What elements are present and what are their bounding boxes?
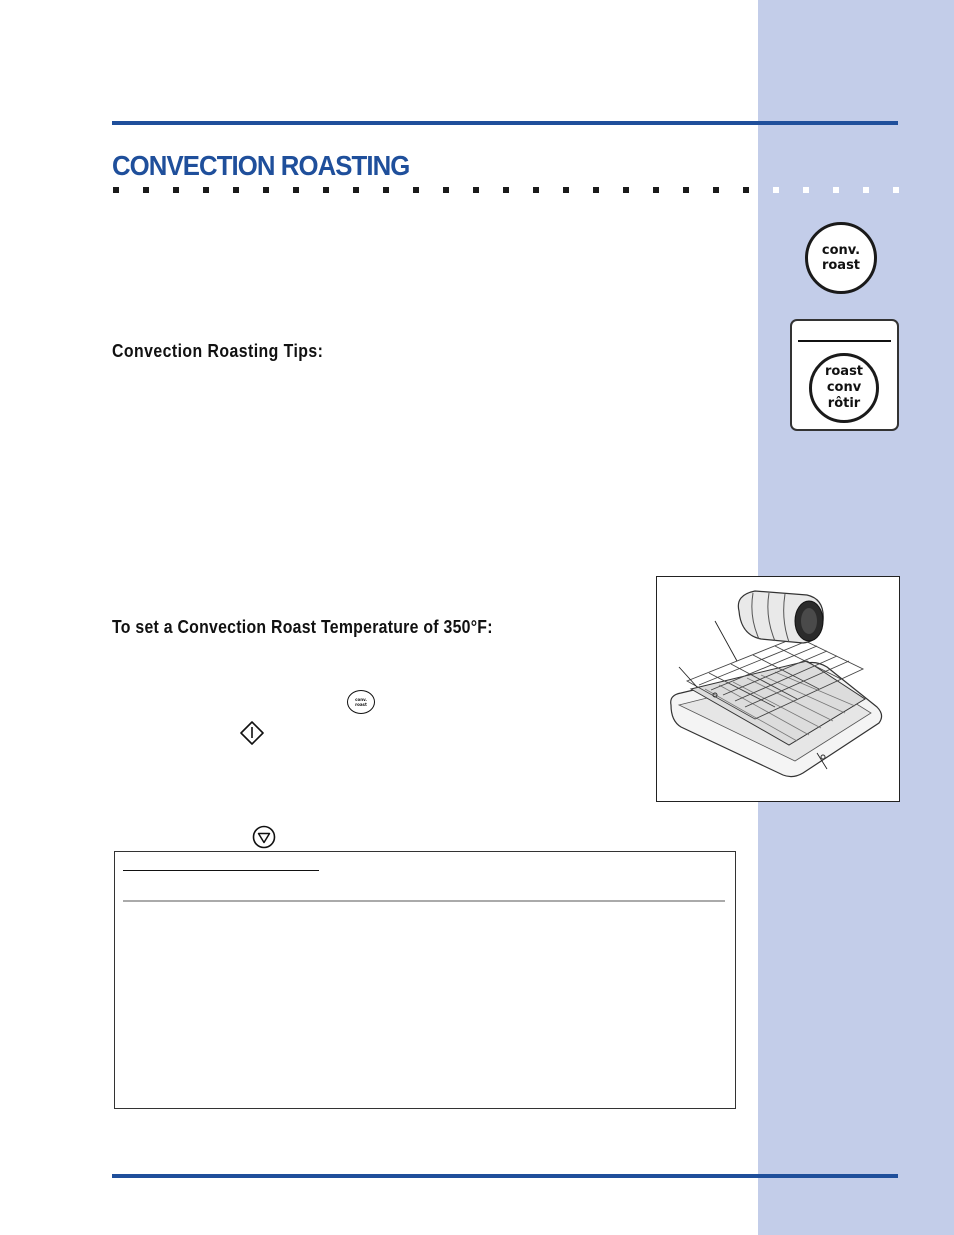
- conv-roast-key-line1: conv.: [821, 243, 861, 258]
- note-divider: [123, 900, 725, 902]
- divider-dot: [893, 187, 899, 193]
- divider-dot: [413, 187, 419, 193]
- broil-pan-figure: [656, 576, 900, 802]
- mini-key-line1: conv.: [355, 697, 367, 702]
- divider-dot: [473, 187, 479, 193]
- panel-key-line3: rôtir: [827, 396, 861, 411]
- tips-heading: Convection Roasting Tips:: [112, 341, 324, 361]
- divider-dot: [233, 187, 239, 193]
- divider-dot: [143, 187, 149, 193]
- panel-key-line1: roast: [824, 364, 864, 379]
- roast-conv-key-icon: [809, 353, 879, 423]
- divider-dot: [173, 187, 179, 193]
- divider-dot: [323, 187, 329, 193]
- caution-note-box: [114, 851, 736, 1109]
- divider-dot: [503, 187, 509, 193]
- divider-dot: [533, 187, 539, 193]
- panel-key-bar: [798, 340, 891, 342]
- dotted-divider: [112, 186, 902, 194]
- divider-dot: [803, 187, 809, 193]
- page-title: CONVECTION ROASTING: [112, 150, 410, 181]
- roast-on-rack-illustration: [657, 577, 899, 801]
- divider-dot: [593, 187, 599, 193]
- control-panel-key-icon: [790, 319, 899, 431]
- divider-dot: [113, 187, 119, 193]
- top-divider: [112, 121, 898, 125]
- divider-dot: [263, 187, 269, 193]
- conv-roast-mini-icon: [347, 690, 375, 714]
- set-temperature-heading: To set a Convection Roast Temperature of 350°F:: [112, 617, 493, 637]
- divider-dot: [443, 187, 449, 193]
- note-heading-underline: [123, 870, 319, 871]
- start-diamond-icon: [239, 720, 265, 746]
- divider-dot: [833, 187, 839, 193]
- mini-key-line2: roast: [355, 702, 367, 707]
- divider-dot: [863, 187, 869, 193]
- bottom-divider: [112, 1174, 898, 1178]
- cancel-triangle-icon: [252, 825, 276, 849]
- divider-dot: [623, 187, 629, 193]
- conv-roast-key-line2: roast: [821, 258, 861, 273]
- divider-dot: [713, 187, 719, 193]
- divider-dot: [773, 187, 779, 193]
- divider-dot: [683, 187, 689, 193]
- divider-dot: [743, 187, 749, 193]
- divider-dot: [383, 187, 389, 193]
- conv-roast-key-icon: [805, 222, 877, 294]
- divider-dot: [563, 187, 569, 193]
- panel-key-line2: conv: [826, 380, 862, 395]
- divider-dot: [203, 187, 209, 193]
- divider-dot: [353, 187, 359, 193]
- divider-dot: [653, 187, 659, 193]
- divider-dot: [293, 187, 299, 193]
